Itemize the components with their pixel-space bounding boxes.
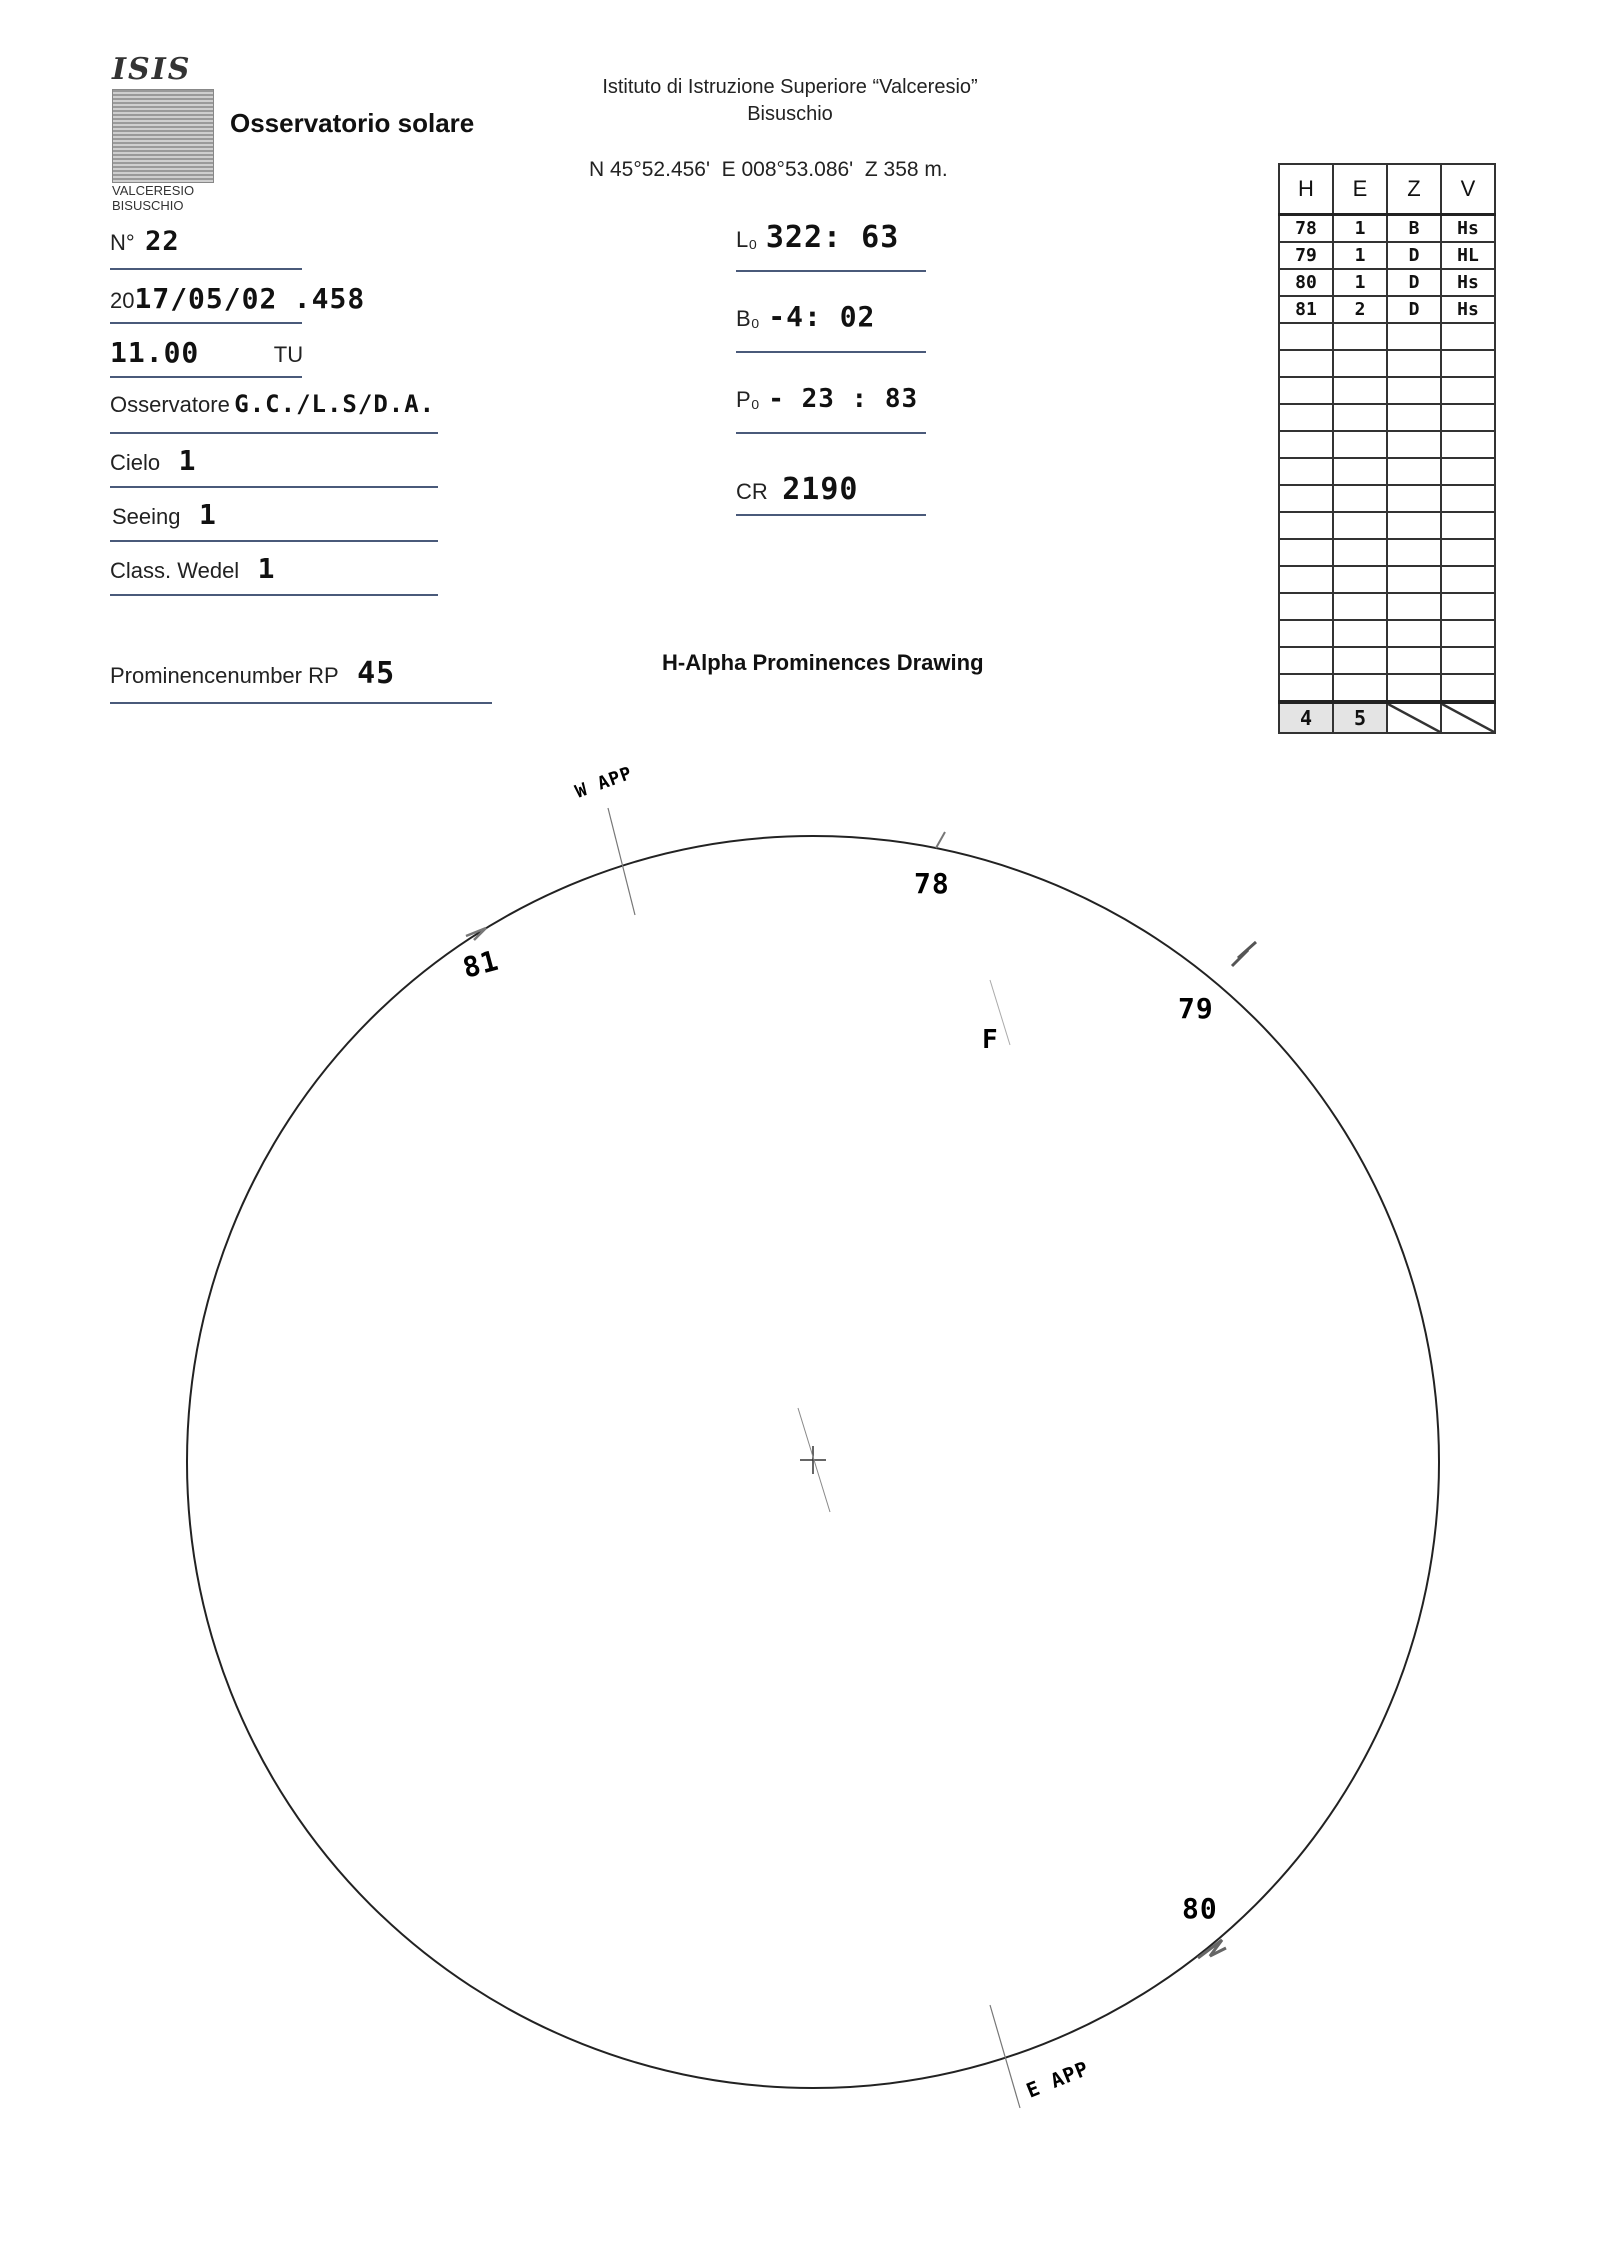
cell-h: 81 — [1279, 296, 1333, 323]
prominence-79-label: 79 — [1178, 992, 1214, 1025]
observer-label: Osservatore — [110, 392, 230, 417]
prominence-78-label: 78 — [914, 867, 950, 900]
b0-value: -4: 02 — [768, 300, 876, 333]
coordinates: N 45°52.456' E 008°53.086' Z 358 m. — [589, 158, 948, 181]
cell-z: B — [1387, 215, 1441, 243]
total-h: 4 — [1279, 702, 1333, 733]
cr-value: 2190 — [782, 472, 859, 507]
faculae-label: F — [982, 1025, 999, 1055]
logo-line-1: VALCERESIO — [112, 183, 195, 198]
seeing-value: 1 — [198, 498, 217, 531]
prominence-80-label: 80 — [1182, 1892, 1218, 1925]
p0-value: - 23 : 83 — [768, 384, 919, 414]
cell-h: 79 — [1279, 242, 1333, 269]
l0-label: L₀ — [736, 227, 758, 252]
institute-name: Istituto di Istruzione Superiore “Valceresio” — [602, 76, 978, 98]
observer-value: G.C./L.S/D.A. — [234, 390, 436, 418]
number-label: N° — [110, 230, 135, 255]
cell-e: 1 — [1333, 242, 1387, 269]
cell-v: Hs — [1441, 215, 1495, 243]
prominence-78-mark — [936, 832, 945, 848]
rp-value: 45 — [357, 656, 396, 691]
e-app-mark — [990, 2005, 1020, 2108]
logo-line-2: BISUSCHIO — [112, 198, 184, 213]
sky-value: 1 — [178, 444, 197, 477]
prominence-79-mark — [1232, 942, 1256, 966]
cell-z: D — [1387, 242, 1441, 269]
cell-h: 78 — [1279, 215, 1333, 243]
wedel-value: 1 — [257, 552, 276, 585]
prominence-81-label: 81 — [459, 943, 503, 985]
cell-z: D — [1387, 269, 1441, 296]
institute-town: Bisuschio — [747, 103, 833, 125]
w-app-label: W APP — [572, 762, 636, 803]
date-prefix: 20 — [110, 288, 135, 313]
seeing-label: Seeing — [112, 504, 181, 529]
sky-label: Cielo — [110, 450, 161, 475]
cell-v: Hs — [1441, 269, 1495, 296]
total-e: 5 — [1333, 702, 1387, 733]
p0-label: P₀ — [736, 387, 760, 412]
header-v: V — [1441, 164, 1495, 215]
date-decimal: .458 — [293, 282, 366, 315]
number-value: 22 — [145, 226, 180, 257]
b0-label: B₀ — [736, 306, 760, 331]
header-e: E — [1333, 164, 1387, 215]
time-unit: TU — [273, 342, 304, 367]
l0-value: 322: 63 — [765, 220, 900, 255]
cell-e: 1 — [1333, 269, 1387, 296]
cell-h: 80 — [1279, 269, 1333, 296]
cell-z: D — [1387, 296, 1441, 323]
header-h: H — [1279, 164, 1333, 215]
header-z: Z — [1387, 164, 1441, 215]
cell-v: Hs — [1441, 296, 1495, 323]
w-app-mark — [608, 808, 635, 915]
logo-isis-text: ISIS — [112, 52, 192, 87]
time-value: 11.00 — [110, 336, 200, 369]
cell-e: 2 — [1333, 296, 1387, 323]
drawing-title: H-Alpha Prominences Drawing — [662, 650, 984, 675]
date-value: 17/05/02 — [134, 282, 278, 315]
rp-label: Prominencenumber RP — [110, 663, 339, 688]
e-app-label: E APP — [1022, 2055, 1093, 2103]
cell-v: HL — [1441, 242, 1495, 269]
cell-e: 1 — [1333, 215, 1387, 243]
prominence-80-mark — [1198, 1940, 1226, 1958]
observatory-title: Osservatorio solare — [230, 108, 475, 138]
wedel-label: Class. Wedel — [110, 558, 240, 583]
cr-label: CR — [736, 479, 768, 504]
